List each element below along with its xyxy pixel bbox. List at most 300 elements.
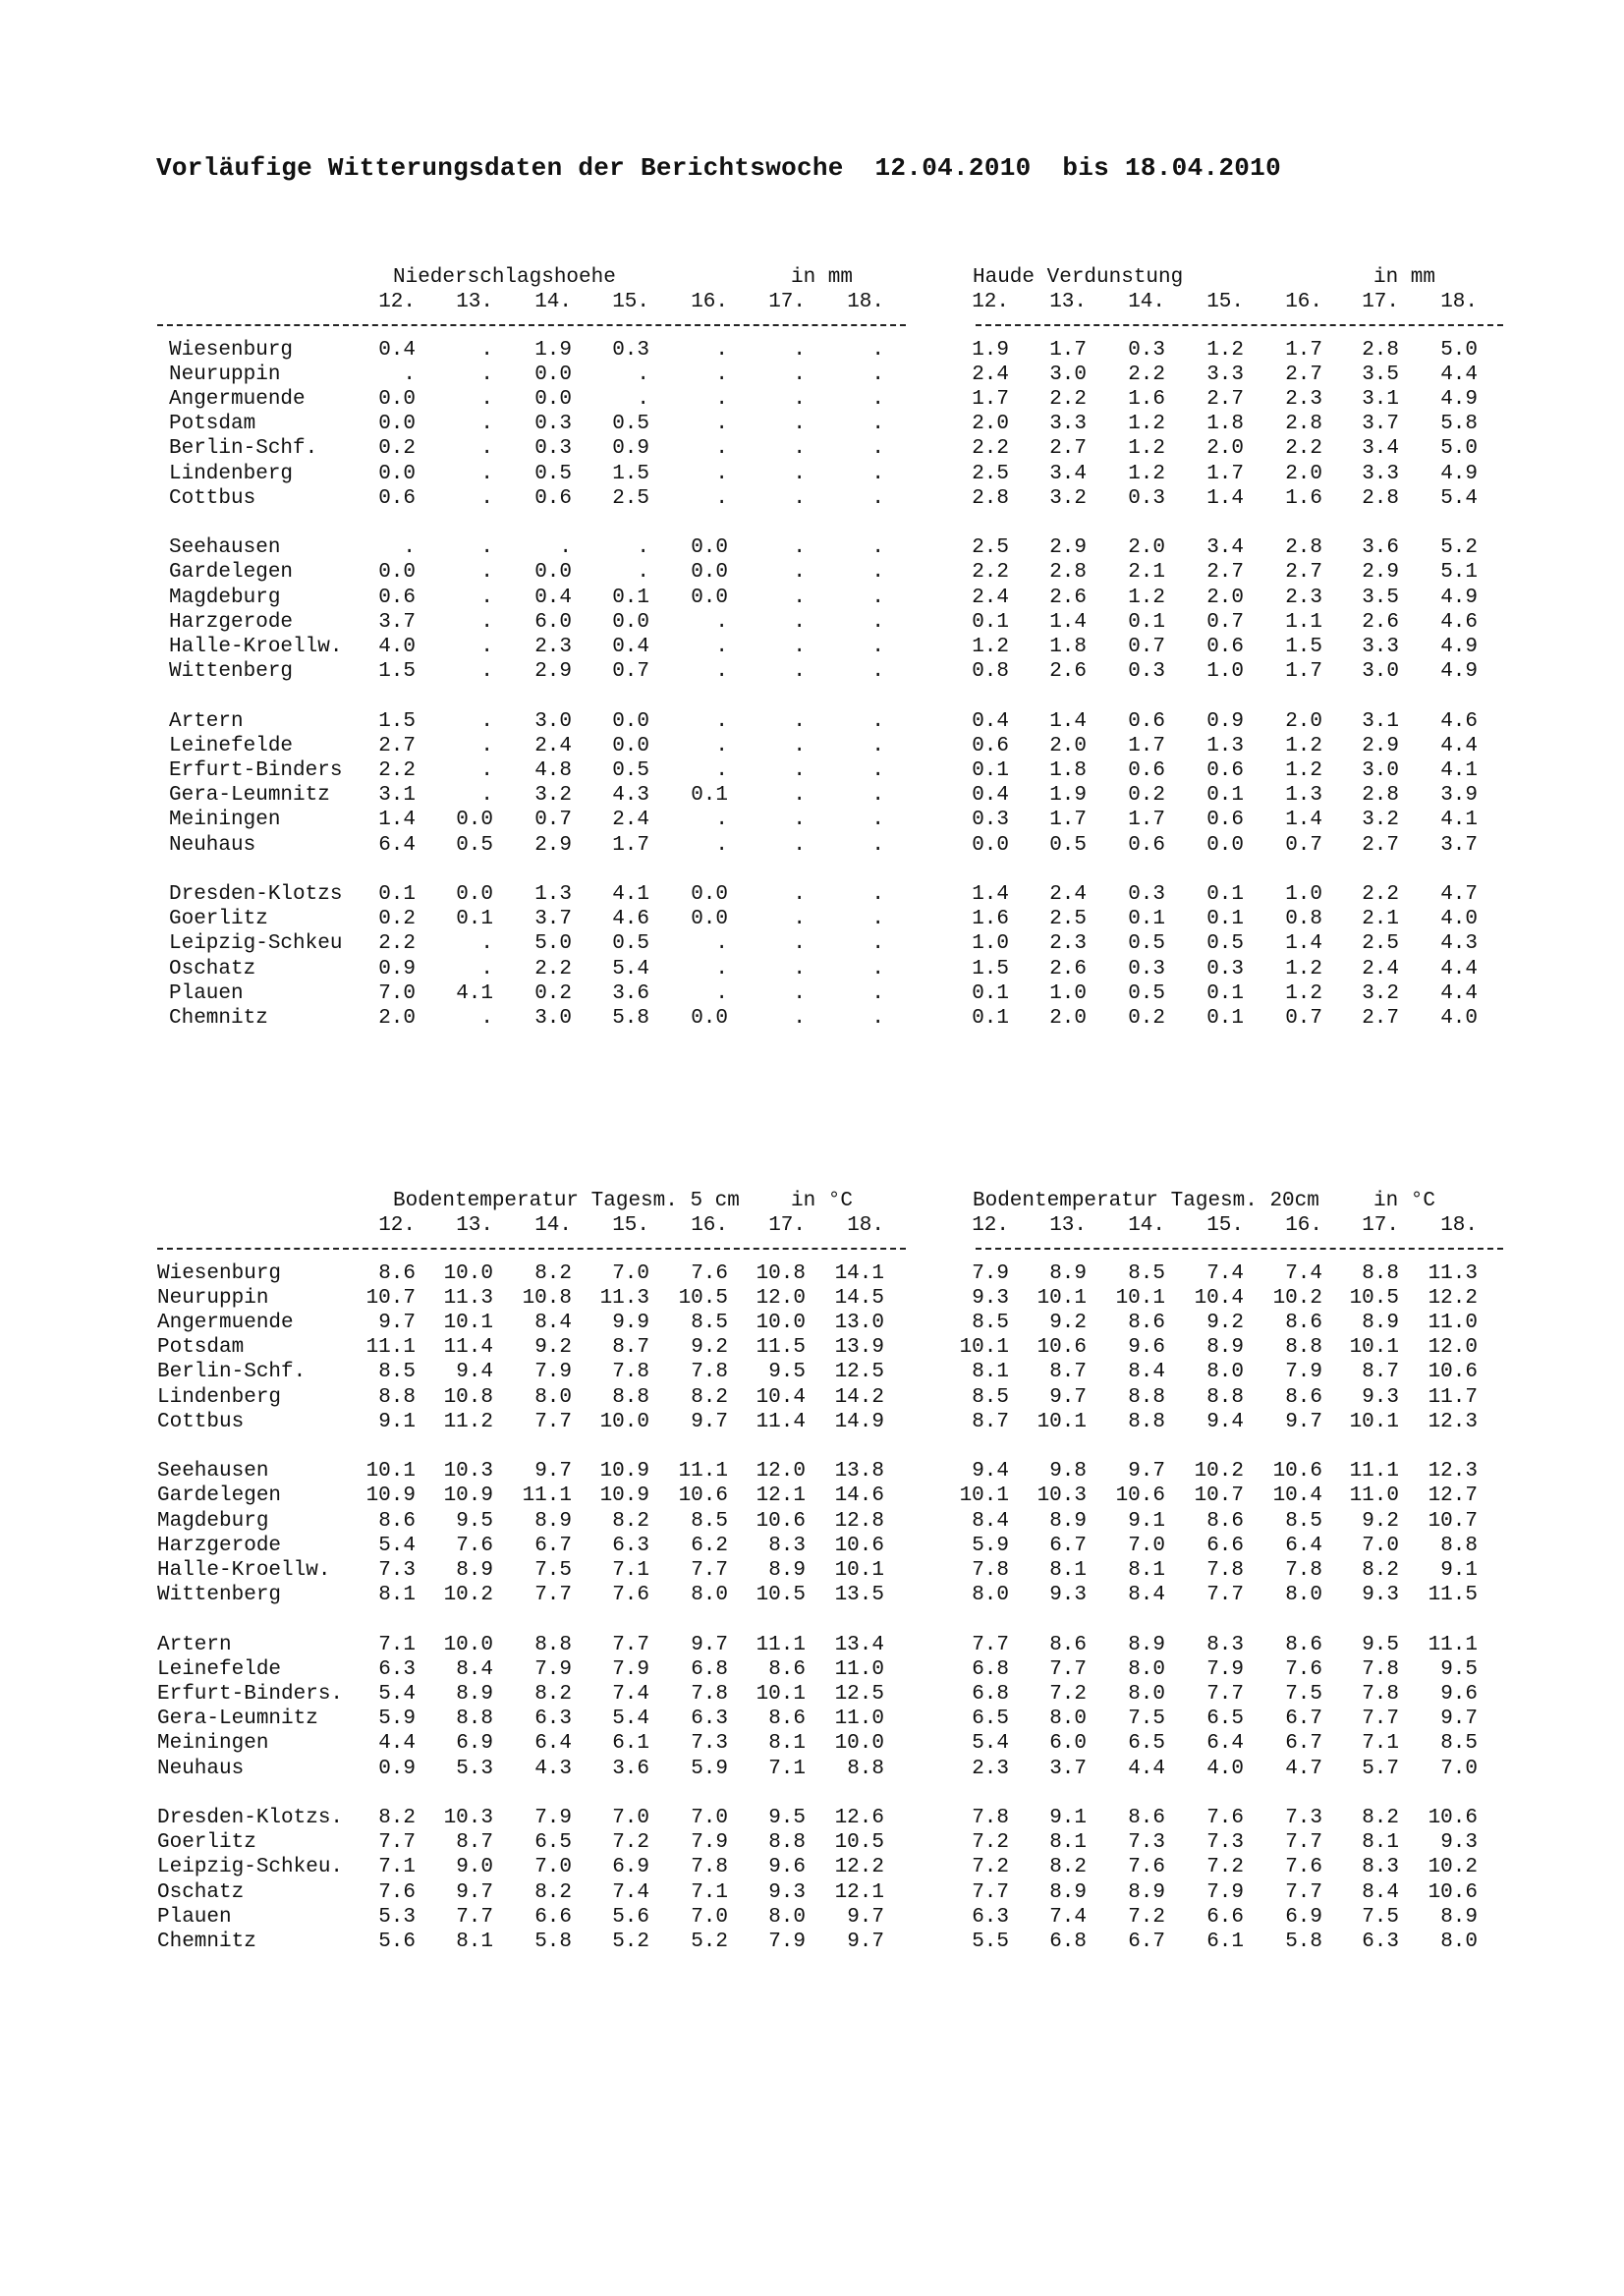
station-name: Gardelegen <box>169 561 294 585</box>
value-cell: . <box>480 561 493 585</box>
value-cell: 2.3 <box>1285 388 1322 411</box>
value-cell: . <box>715 636 728 658</box>
value-cell: 4.0 <box>378 636 416 658</box>
value-cell: 0.6 <box>972 734 1009 757</box>
value-cell: 9.2 <box>534 1336 572 1360</box>
value-cell: 7.6 <box>1128 1856 1165 1879</box>
value-cell: 1.2 <box>1206 338 1244 362</box>
value-cell: 2.5 <box>1049 908 1087 931</box>
value-cell: 0.6 <box>1128 709 1165 733</box>
value-cell: 5.3 <box>456 1757 493 1780</box>
station-name: Leinefelde <box>169 734 294 757</box>
value-cell: 5.5 <box>972 1931 1009 1953</box>
value-cell: 6.5 <box>972 1708 1009 1731</box>
value-cell: 8.5 <box>378 1361 416 1384</box>
value-cell: 7.7 <box>972 1633 1009 1656</box>
day-header: 17. <box>1362 1214 1399 1238</box>
value-cell: 0.0 <box>612 709 649 733</box>
value-cell: 8.0 <box>1128 1683 1165 1706</box>
value-cell: 6.4 <box>1206 1732 1244 1756</box>
value-cell: 3.3 <box>1206 363 1244 386</box>
day-header: 16. <box>691 1214 728 1238</box>
value-cell: . <box>715 932 728 956</box>
value-cell: . <box>793 486 806 510</box>
value-cell: 1.5 <box>378 709 416 733</box>
value-cell: 10.1 <box>1349 1336 1399 1360</box>
value-cell: 8.4 <box>1128 1361 1165 1384</box>
day-header: 15. <box>612 1214 649 1238</box>
value-cell: 6.8 <box>691 1657 728 1681</box>
station-name: Leinefelde <box>157 1657 282 1681</box>
value-cell: 4.8 <box>534 759 572 782</box>
value-cell: 9.7 <box>1128 1460 1165 1484</box>
value-cell: 2.8 <box>1362 338 1399 362</box>
value-cell: 2.7 <box>1362 1007 1399 1030</box>
value-cell: 9.4 <box>972 1460 1009 1484</box>
value-cell: . <box>403 536 416 560</box>
value-cell: 8.1 <box>1128 1559 1165 1582</box>
value-cell: 12.0 <box>756 1460 806 1484</box>
value-cell: 7.4 <box>612 1683 649 1706</box>
value-cell: 4.4 <box>1128 1757 1165 1780</box>
value-cell: 3.1 <box>378 784 416 808</box>
divider-line <box>157 1248 906 1250</box>
value-cell: 5.7 <box>1362 1757 1399 1780</box>
value-cell: 0.5 <box>534 462 572 485</box>
value-cell: . <box>480 536 493 560</box>
value-cell: 10.5 <box>678 1286 728 1310</box>
value-cell: 10.1 <box>1349 1410 1399 1433</box>
value-cell: 7.6 <box>1206 1807 1244 1829</box>
value-cell: . <box>793 660 806 684</box>
value-cell: 8.8 <box>1128 1410 1165 1433</box>
station-name: Berlin-Schf. <box>169 437 318 461</box>
value-cell: 13.8 <box>834 1460 884 1484</box>
value-cell: 5.0 <box>1440 338 1478 362</box>
day-header: 14. <box>1128 1214 1165 1238</box>
value-cell: 1.0 <box>1206 660 1244 684</box>
value-cell: 0.3 <box>1128 957 1165 980</box>
day-header: 12. <box>378 291 416 314</box>
value-cell: 14.1 <box>834 1261 884 1285</box>
station-name: Angermuende <box>169 388 306 411</box>
value-cell: 6.6 <box>534 1905 572 1929</box>
station-name: Lindenberg <box>157 1385 282 1409</box>
value-cell: 8.9 <box>1128 1633 1165 1656</box>
value-cell: 0.5 <box>1049 833 1087 857</box>
value-cell: 1.9 <box>1049 784 1087 808</box>
value-cell: 9.1 <box>1049 1807 1087 1829</box>
value-cell: 6.1 <box>612 1732 649 1756</box>
value-cell: 5.6 <box>378 1931 416 1953</box>
value-cell: 8.1 <box>1049 1559 1087 1582</box>
value-cell: 0.5 <box>1128 981 1165 1005</box>
value-cell: 9.7 <box>1285 1410 1322 1433</box>
value-cell: 0.0 <box>612 610 649 634</box>
value-cell: 3.0 <box>1049 363 1087 386</box>
value-cell: 5.2 <box>1440 536 1478 560</box>
value-cell: 1.4 <box>1285 809 1322 832</box>
value-cell: 7.9 <box>534 1807 572 1829</box>
value-cell: 0.1 <box>1128 610 1165 634</box>
value-cell: . <box>480 636 493 658</box>
value-cell: . <box>871 338 884 362</box>
value-cell: 8.8 <box>456 1708 493 1731</box>
value-cell: 0.0 <box>691 908 728 931</box>
value-cell: 10.7 <box>365 1286 416 1310</box>
value-cell: 13.5 <box>834 1584 884 1607</box>
value-cell: . <box>480 338 493 362</box>
value-cell: 6.0 <box>1049 1732 1087 1756</box>
value-cell: 3.5 <box>1362 586 1399 609</box>
value-cell: . <box>871 586 884 609</box>
value-cell: 0.1 <box>972 981 1009 1005</box>
value-cell: 2.0 <box>1285 709 1322 733</box>
value-cell: 0.0 <box>691 536 728 560</box>
value-cell: 6.7 <box>534 1534 572 1557</box>
value-cell: 7.9 <box>1206 1657 1244 1681</box>
value-cell: 4.7 <box>1285 1757 1322 1780</box>
value-cell: . <box>793 1007 806 1030</box>
value-cell: 2.6 <box>1362 610 1399 634</box>
value-cell: . <box>480 610 493 634</box>
value-cell: 2.8 <box>1362 784 1399 808</box>
value-cell: 0.7 <box>534 809 572 832</box>
day-header: 13. <box>456 291 493 314</box>
station-name: Potsdam <box>169 413 256 436</box>
value-cell: . <box>480 759 493 782</box>
value-cell: 10.1 <box>365 1460 416 1484</box>
station-name: Angermuende <box>157 1312 294 1334</box>
value-cell: 0.0 <box>378 462 416 485</box>
value-cell: 9.7 <box>456 1880 493 1904</box>
value-cell: 10.0 <box>756 1312 806 1334</box>
value-cell: 6.6 <box>1206 1534 1244 1557</box>
day-header: 16. <box>1285 291 1322 314</box>
value-cell: 2.0 <box>1049 1007 1087 1030</box>
station-name: Wittenberg <box>169 660 294 684</box>
value-cell: 9.2 <box>691 1336 728 1360</box>
day-header: 16. <box>1285 1214 1322 1238</box>
value-cell: 2.1 <box>1362 908 1399 931</box>
value-cell: . <box>715 957 728 980</box>
day-header: 18. <box>1440 291 1478 314</box>
value-cell: . <box>793 636 806 658</box>
value-cell: 2.2 <box>1049 388 1087 411</box>
value-cell: 11.7 <box>1428 1385 1478 1409</box>
value-cell: 8.2 <box>612 1509 649 1533</box>
value-cell: 0.1 <box>1206 784 1244 808</box>
value-cell: 8.2 <box>534 1880 572 1904</box>
value-cell: 10.6 <box>1115 1484 1165 1508</box>
value-cell: . <box>480 932 493 956</box>
value-cell: 11.2 <box>443 1410 493 1433</box>
value-cell: 8.6 <box>1049 1633 1087 1656</box>
value-cell: 7.1 <box>612 1559 649 1582</box>
value-cell: 8.6 <box>1206 1509 1244 1533</box>
value-cell: 10.5 <box>756 1584 806 1607</box>
value-cell: 8.0 <box>768 1905 806 1929</box>
value-cell: 12.0 <box>1428 1336 1478 1360</box>
value-cell: 5.9 <box>691 1757 728 1780</box>
value-cell: 0.7 <box>612 660 649 684</box>
value-cell: 8.5 <box>972 1312 1009 1334</box>
value-cell: 2.2 <box>534 957 572 980</box>
value-cell: 4.9 <box>1440 636 1478 658</box>
value-cell: 8.1 <box>768 1732 806 1756</box>
station-name: Plauen <box>169 981 244 1005</box>
value-cell: 7.8 <box>1362 1683 1399 1706</box>
value-cell: 2.3 <box>972 1757 1009 1780</box>
value-cell: 8.6 <box>1285 1312 1322 1334</box>
value-cell: . <box>480 784 493 808</box>
value-cell: 0.4 <box>612 636 649 658</box>
value-cell: 8.5 <box>1128 1261 1165 1285</box>
value-cell: 0.7 <box>1128 636 1165 658</box>
value-cell: 0.0 <box>1206 833 1244 857</box>
value-cell: 8.9 <box>768 1559 806 1582</box>
station-name: Wiesenburg <box>169 338 294 362</box>
value-cell: 2.7 <box>1362 833 1399 857</box>
value-cell: . <box>559 536 572 560</box>
value-cell: 3.2 <box>1362 981 1399 1005</box>
value-cell: 3.2 <box>534 784 572 808</box>
value-cell: 2.6 <box>1049 660 1087 684</box>
value-cell: 7.8 <box>1285 1559 1322 1582</box>
value-cell: 9.2 <box>1049 1312 1087 1334</box>
day-header: 14. <box>534 1214 572 1238</box>
station-name: Oschatz <box>169 957 256 980</box>
value-cell: . <box>715 809 728 832</box>
value-cell: 9.7 <box>534 1460 572 1484</box>
value-cell: . <box>793 957 806 980</box>
value-cell: . <box>871 462 884 485</box>
value-cell: 10.5 <box>834 1831 884 1855</box>
value-cell: . <box>480 486 493 510</box>
value-cell: 8.6 <box>768 1708 806 1731</box>
day-header: 18. <box>847 291 884 314</box>
value-cell: 7.6 <box>378 1880 416 1904</box>
value-cell: . <box>871 932 884 956</box>
value-cell: 12.2 <box>1428 1286 1478 1310</box>
value-cell: 6.3 <box>612 1534 649 1557</box>
value-cell: 7.0 <box>691 1905 728 1929</box>
value-cell: 9.7 <box>847 1905 884 1929</box>
value-cell: 2.9 <box>534 660 572 684</box>
value-cell: 0.7 <box>1285 1007 1322 1030</box>
value-cell: 12.5 <box>834 1361 884 1384</box>
value-cell: 2.8 <box>1362 486 1399 510</box>
value-cell: 1.2 <box>1285 981 1322 1005</box>
value-cell: 7.6 <box>1285 1856 1322 1879</box>
value-cell: 0.9 <box>1206 709 1244 733</box>
day-header: 12. <box>972 1214 1009 1238</box>
value-cell: 0.1 <box>378 883 416 906</box>
value-cell: 10.1 <box>959 1484 1009 1508</box>
value-cell: 14.2 <box>834 1385 884 1409</box>
value-cell: 7.1 <box>378 1856 416 1879</box>
value-cell: . <box>715 388 728 411</box>
value-cell: 4.3 <box>612 784 649 808</box>
day-header: 18. <box>847 1214 884 1238</box>
value-cell: 7.9 <box>691 1831 728 1855</box>
value-cell: 0.3 <box>1206 957 1244 980</box>
value-cell: 0.1 <box>1206 908 1244 931</box>
value-cell: 5.2 <box>612 1931 649 1953</box>
value-cell: . <box>637 536 649 560</box>
value-cell: 3.7 <box>1440 833 1478 857</box>
day-header: 13. <box>456 1214 493 1238</box>
value-cell: 12.2 <box>834 1856 884 1879</box>
value-cell: 7.2 <box>972 1856 1009 1879</box>
day-header: 15. <box>1206 1214 1244 1238</box>
value-cell: 7.3 <box>1206 1831 1244 1855</box>
value-cell: 7.8 <box>972 1807 1009 1829</box>
value-cell: 10.1 <box>443 1312 493 1334</box>
value-cell: . <box>480 586 493 609</box>
value-cell: 2.4 <box>534 734 572 757</box>
divider-line <box>157 324 906 326</box>
value-cell: 1.0 <box>1049 981 1087 1005</box>
value-cell: . <box>793 363 806 386</box>
value-cell: 12.1 <box>834 1880 884 1904</box>
value-cell: 6.5 <box>534 1831 572 1855</box>
value-cell: 2.0 <box>378 1007 416 1030</box>
value-cell: 6.5 <box>1128 1732 1165 1756</box>
value-cell: 8.5 <box>972 1385 1009 1409</box>
value-cell: 0.3 <box>1128 486 1165 510</box>
value-cell: . <box>793 809 806 832</box>
value-cell: 3.7 <box>1049 1757 1087 1780</box>
value-cell: 10.7 <box>1428 1509 1478 1533</box>
value-cell: 7.4 <box>1049 1905 1087 1929</box>
value-cell: . <box>871 1007 884 1030</box>
value-cell: 7.8 <box>612 1361 649 1384</box>
value-cell: 1.7 <box>972 388 1009 411</box>
value-cell: 10.3 <box>1036 1484 1087 1508</box>
value-cell: 0.1 <box>972 759 1009 782</box>
value-cell: 10.6 <box>1428 1880 1478 1904</box>
value-cell: 3.3 <box>1362 636 1399 658</box>
value-cell: . <box>793 610 806 634</box>
value-cell: 2.7 <box>1285 363 1322 386</box>
value-cell: 11.3 <box>1428 1261 1478 1285</box>
station-name: Halle-Kroellw. <box>169 636 343 658</box>
value-cell: 5.4 <box>972 1732 1009 1756</box>
value-cell: 7.1 <box>378 1633 416 1656</box>
value-cell: 0.2 <box>1128 784 1165 808</box>
value-cell: 10.2 <box>1428 1856 1478 1879</box>
value-cell: 4.4 <box>1440 957 1478 980</box>
value-cell: 7.3 <box>1285 1807 1322 1829</box>
value-cell: 8.8 <box>1128 1385 1165 1409</box>
value-cell: 1.4 <box>1049 610 1087 634</box>
value-cell: 8.9 <box>534 1509 572 1533</box>
value-cell: 8.9 <box>1440 1905 1478 1929</box>
value-cell: 1.9 <box>534 338 572 362</box>
value-cell: 8.8 <box>768 1831 806 1855</box>
value-cell: 5.4 <box>612 1708 649 1731</box>
value-cell: 10.8 <box>522 1286 572 1310</box>
value-cell: . <box>793 338 806 362</box>
value-cell: 8.9 <box>1049 1880 1087 1904</box>
value-cell: 6.3 <box>1362 1931 1399 1953</box>
value-cell: . <box>637 561 649 585</box>
value-cell: 8.4 <box>534 1312 572 1334</box>
value-cell: 8.4 <box>1128 1584 1165 1607</box>
value-cell: 8.9 <box>1128 1880 1165 1904</box>
value-cell: 3.7 <box>1362 413 1399 436</box>
value-cell: 0.0 <box>691 586 728 609</box>
value-cell: 9.7 <box>1440 1708 1478 1731</box>
value-cell: 1.5 <box>612 462 649 485</box>
station-name: Goerlitz <box>169 908 268 931</box>
value-cell: 8.8 <box>1362 1261 1399 1285</box>
value-cell: 3.7 <box>534 908 572 931</box>
value-cell: 1.8 <box>1206 413 1244 436</box>
value-cell: 1.2 <box>1128 586 1165 609</box>
value-cell: 1.2 <box>972 636 1009 658</box>
value-cell: 5.4 <box>378 1534 416 1557</box>
value-cell: 6.9 <box>612 1856 649 1879</box>
value-cell: 8.9 <box>456 1683 493 1706</box>
value-cell: 8.3 <box>1206 1633 1244 1656</box>
day-header: 14. <box>1128 291 1165 314</box>
value-cell: 8.4 <box>1362 1880 1399 1904</box>
value-cell: 0.0 <box>378 561 416 585</box>
value-cell: 2.0 <box>1206 437 1244 461</box>
value-cell: 2.3 <box>1285 586 1322 609</box>
value-cell: 2.5 <box>972 536 1009 560</box>
value-cell: 2.4 <box>972 363 1009 386</box>
value-cell: 0.6 <box>1206 809 1244 832</box>
value-cell: 7.9 <box>768 1931 806 1953</box>
value-cell: . <box>715 833 728 857</box>
value-cell: . <box>871 981 884 1005</box>
value-cell: . <box>715 486 728 510</box>
value-cell: 9.6 <box>768 1856 806 1879</box>
value-cell: 3.6 <box>612 981 649 1005</box>
value-cell: 2.6 <box>1049 957 1087 980</box>
value-cell: 2.7 <box>378 734 416 757</box>
value-cell: 2.8 <box>1285 536 1322 560</box>
value-cell: 3.1 <box>1362 709 1399 733</box>
value-cell: 1.7 <box>1206 462 1244 485</box>
value-cell: . <box>871 957 884 980</box>
value-cell: 10.6 <box>1272 1460 1322 1484</box>
station-name: Dresden-Klotzs. <box>157 1807 344 1829</box>
value-cell: 3.5 <box>1362 363 1399 386</box>
value-cell: . <box>871 561 884 585</box>
value-cell: 2.4 <box>1362 957 1399 980</box>
value-cell: 8.8 <box>847 1757 884 1780</box>
value-cell: 2.6 <box>1049 586 1087 609</box>
value-cell: 3.7 <box>378 610 416 634</box>
value-cell: 12.8 <box>834 1509 884 1533</box>
value-cell: 9.8 <box>1049 1460 1087 1484</box>
station-name: Harzgerode <box>157 1534 282 1557</box>
value-cell: . <box>871 908 884 931</box>
value-cell: 1.7 <box>1128 734 1165 757</box>
value-cell: . <box>871 636 884 658</box>
value-cell: 0.1 <box>1206 883 1244 906</box>
value-cell: 1.2 <box>1128 413 1165 436</box>
value-cell: 1.3 <box>1206 734 1244 757</box>
value-cell: 6.4 <box>1285 1534 1322 1557</box>
value-cell: 3.4 <box>1206 536 1244 560</box>
value-cell: 4.4 <box>378 1732 416 1756</box>
value-cell: . <box>793 586 806 609</box>
